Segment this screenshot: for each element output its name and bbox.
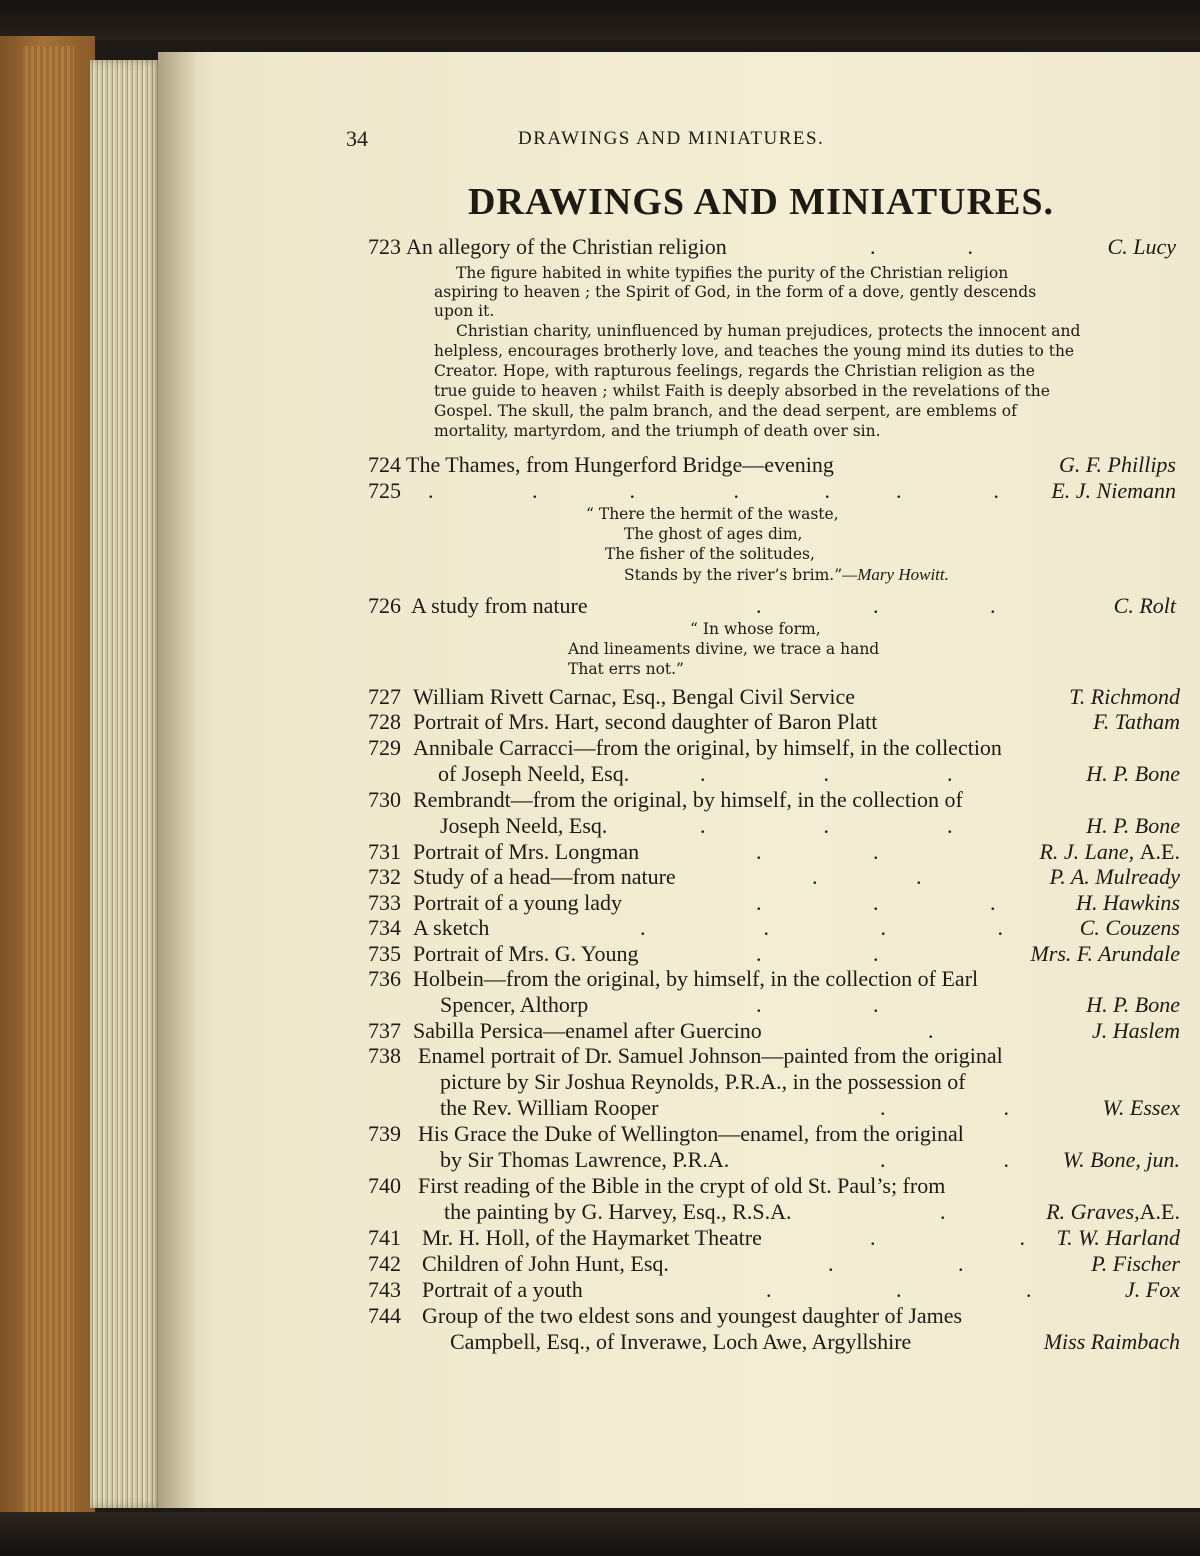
entry-title: Rembrandt—from the original, by himself, in the collection of xyxy=(413,787,963,812)
entry-note-line: true guide to heaven ; whilst Faith is deeply absorbed in the revelations of the xyxy=(434,382,1050,400)
entry-title: The Thames, from Hungerford Bridge—evening xyxy=(406,452,834,477)
leader-dots: . . xyxy=(828,1251,965,1276)
leader-dots: . . . . . . . xyxy=(428,478,1000,503)
binding-cloth xyxy=(22,46,74,1516)
entry-artist: F. Tatham xyxy=(1093,709,1180,734)
entry-note-line: Creator. Hope, with rapturous feelings, regards the Christian religion as the xyxy=(434,362,1035,380)
entry-number: 742 xyxy=(368,1251,401,1276)
artist-honorific: A.E. xyxy=(1139,839,1180,864)
entry-title: Study of a head—from nature xyxy=(413,864,676,889)
entry-artist: Miss Raimbach xyxy=(1043,1329,1180,1354)
entry-number: 729 xyxy=(368,735,401,760)
verse-text: Stands by the river’s brim.” xyxy=(624,566,843,584)
verse-line: The fisher of the solitudes, xyxy=(605,545,815,563)
entry-number: 739 xyxy=(368,1121,401,1146)
entry-artist: G. F. Phillips xyxy=(1059,452,1176,477)
verse-author: —Mary Howitt. xyxy=(842,565,949,584)
entry-artist: W. Bone, jun. xyxy=(1062,1147,1180,1172)
entry-number: 740 xyxy=(368,1173,401,1198)
entry-artist: P. Fischer xyxy=(1091,1251,1180,1276)
entry-number: 730 xyxy=(368,787,401,812)
entry-number: 734 xyxy=(368,915,401,940)
leader-dots: . xyxy=(928,1018,935,1043)
entry-number: 737 xyxy=(368,1018,401,1043)
leader-dots: . . . xyxy=(700,813,954,838)
verse-line: And lineaments divine, we trace a hand xyxy=(568,640,880,658)
page-block-edge xyxy=(90,60,162,1508)
entry-title: A study from nature xyxy=(411,593,588,618)
entry-note-line: Gospel. The skull, the palm branch, and the dead serpent, are emblems of xyxy=(434,402,1017,420)
leader-dots: . . . xyxy=(766,1277,1033,1302)
artist-honorific: A.E. xyxy=(1139,1199,1180,1224)
entry-artist: H. P. Bone xyxy=(1086,992,1180,1017)
entry-artist: C. Lucy xyxy=(1107,234,1176,259)
entry-number: 744 xyxy=(368,1303,401,1328)
entry-note-line: aspiring to heaven ; the Spirit of God, in the form of a dove, gently descends xyxy=(434,283,1037,301)
entry-title-continued: Spencer, Althorp xyxy=(440,992,589,1017)
scan-background-bottom xyxy=(0,1512,1200,1556)
entry-title: Portrait of a youth xyxy=(422,1277,583,1302)
entry-title: A sketch xyxy=(413,915,490,940)
entry-title: Sabilla Persica—enamel after Guercino xyxy=(413,1018,762,1043)
leader-dots: . . . xyxy=(700,761,954,786)
leader-dots: . . xyxy=(812,864,923,889)
artist-name: R. Graves, xyxy=(1046,1199,1140,1224)
entry-title: Portrait of a young lady xyxy=(413,890,622,915)
entry-title: William Rivett Carnac, Esq., Bengal Civil Service xyxy=(413,684,856,709)
verse-line xyxy=(624,565,949,585)
page-number: 34 xyxy=(346,126,368,151)
entry-title-continued: Joseph Neeld, Esq. xyxy=(440,813,608,838)
leader-dots: . . xyxy=(756,941,880,966)
entry-title-continued: the painting by G. Harvey, Esq., R.S.A. xyxy=(444,1199,792,1224)
gutter-shadow xyxy=(158,52,198,1508)
entry-number: 733 xyxy=(368,890,401,915)
entry-number: 723 xyxy=(368,234,401,259)
running-title: DRAWINGS AND MINIATURES. xyxy=(518,128,825,149)
verse-line: That errs not.” xyxy=(568,660,684,678)
entry-artist: C. Couzens xyxy=(1079,915,1180,940)
entry-title: His Grace the Duke of Wellington—enamel, from the original xyxy=(418,1121,964,1146)
scan-background-top xyxy=(0,0,1200,40)
entry-artist: W. Essex xyxy=(1102,1095,1180,1120)
entry-artist: H. P. Bone xyxy=(1086,761,1180,786)
entry-artist: C. Rolt xyxy=(1113,593,1176,618)
entry-artist xyxy=(1046,1199,1180,1225)
entry-number: 725 xyxy=(368,478,401,503)
entry-artist: J. Fox xyxy=(1125,1277,1180,1302)
entry-title: Children of John Hunt, Esq. xyxy=(422,1251,669,1276)
verse-line: The ghost of ages dim, xyxy=(624,525,803,543)
entry-artist: T. W. Harland xyxy=(1056,1225,1180,1250)
entry-title-continued: Campbell, Esq., of Inverawe, Loch Awe, Argyllshire xyxy=(450,1329,912,1354)
book-binding xyxy=(0,36,95,1526)
entry-number: 731 xyxy=(368,839,401,864)
entry-title-continued: by Sir Thomas Lawrence, P.R.A. xyxy=(440,1147,730,1172)
entry-title: Portrait of Mrs. G. Young xyxy=(413,941,639,966)
entry-title: Mr. H. Holl, of the Haymarket Theatre xyxy=(422,1225,762,1250)
verse-line: “ In whose form, xyxy=(690,620,821,638)
entry-artist xyxy=(1039,839,1180,865)
leader-dots: . . xyxy=(880,1095,1010,1120)
entry-number: 732 xyxy=(368,864,401,889)
entry-title: Holbein—from the original, by himself, in the collection of Earl xyxy=(413,966,979,991)
entry-artist: Mrs. F. Arundale xyxy=(1030,941,1180,966)
entry-title: Group of the two eldest sons and youngest daughter of James xyxy=(422,1303,963,1328)
entry-artist: H. P. Bone xyxy=(1086,813,1180,838)
entry-note-line: helpless, encourages brotherly love, and teaches the young mind its duties to the xyxy=(434,342,1075,360)
artist-name: R. J. Lane, xyxy=(1039,839,1135,864)
entry-number: 741 xyxy=(368,1225,401,1250)
entry-note-line: The figure habited in white typifies the purity of the Christian religion xyxy=(456,264,1009,282)
entry-note-line: Christian charity, uninfluenced by human prejudices, protects the innocent and xyxy=(456,322,1081,340)
entry-number: 727 xyxy=(368,684,401,709)
entry-number: 736 xyxy=(368,966,401,991)
entry-number: 743 xyxy=(368,1277,401,1302)
leader-dots: . xyxy=(940,1199,947,1224)
leader-dots: . . xyxy=(756,839,880,864)
entry-artist: P. A. Mulready xyxy=(1049,864,1180,889)
entry-title-continued: the Rev. William Rooper xyxy=(440,1095,659,1120)
entry-title: An allegory of the Christian religion xyxy=(406,234,727,259)
entry-number: 728 xyxy=(368,709,401,734)
leader-dots: . . . xyxy=(756,890,997,915)
entry-title-continued: picture by Sir Joshua Reynolds, P.R.A., in the possession of xyxy=(440,1069,966,1094)
entry-number: 735 xyxy=(368,941,401,966)
entry-title-continued: of Joseph Neeld, Esq. xyxy=(438,761,630,786)
leader-dots: . . xyxy=(880,1147,1010,1172)
entry-artist: E. J. Niemann xyxy=(1051,478,1176,503)
entry-artist: J. Haslem xyxy=(1092,1018,1180,1043)
leader-dots: . . . . xyxy=(640,915,1004,940)
entry-number: 724 xyxy=(368,452,401,477)
section-title: DRAWINGS AND MINIATURES. xyxy=(468,181,1054,223)
entry-note-line: upon it. xyxy=(434,302,495,320)
entry-title: Enamel portrait of Dr. Samuel Johnson—painted from the original xyxy=(418,1043,1003,1068)
leader-dots: . . . xyxy=(756,593,997,618)
entry-title: Portrait of Mrs. Hart, second daughter of Baron Platt xyxy=(413,709,878,734)
entry-artist: T. Richmond xyxy=(1069,684,1180,709)
entry-title: Annibale Carracci—from the original, by himself, in the collection xyxy=(413,735,1002,760)
entry-title: Portrait of Mrs. Longman xyxy=(413,839,640,864)
entry-number: 738 xyxy=(368,1043,401,1068)
entry-artist: H. Hawkins xyxy=(1076,890,1180,915)
entry-title: First reading of the Bible in the crypt of old St. Paul’s; from xyxy=(418,1173,946,1198)
leader-dots: . . xyxy=(756,992,880,1017)
entry-note-line: mortality, martyrdom, and the triumph of death over sin. xyxy=(434,422,881,440)
entry-number: 726 xyxy=(368,593,401,618)
leader-dots: . . xyxy=(870,234,974,259)
verse-line: “ There the hermit of the waste, xyxy=(586,505,839,523)
leader-dots: . . xyxy=(870,1225,1026,1250)
